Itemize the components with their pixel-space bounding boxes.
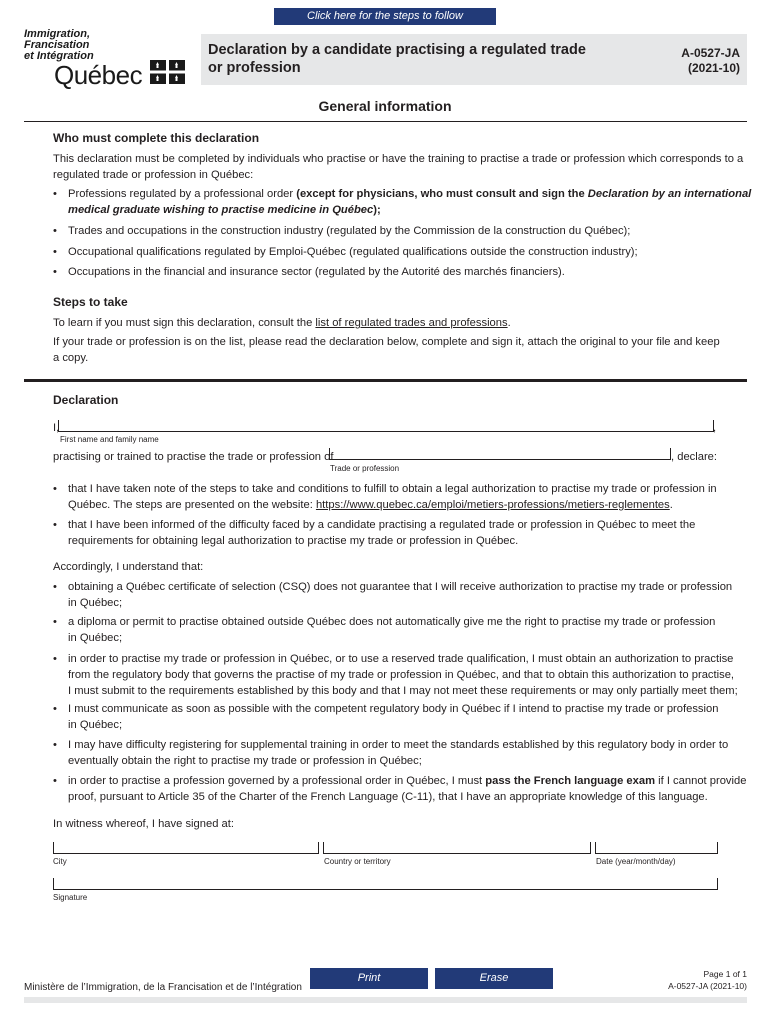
list-item: • in order to practise a profession governed by a professional order in Québec, I must pass the French language exam if I cannot provide proof, pursuant to Article 35 of the Charter of the French Language (C-11), that I have an appropriate knowledge of this language. [68,773,758,805]
signature-field[interactable] [53,878,718,890]
bullet-text: in Québec; [68,719,123,731]
list-item: • Professions regulated by a professional order (except for physicians, who must consult and sign the Declaration by an international medical graduate wishing to practise medicine in Québec); [53,188,752,216]
bullet-text: Québec. The steps are presented on the website: [68,499,316,511]
page-info [640,968,747,992]
print-button[interactable]: Print [310,968,428,989]
i-label: I, [53,422,60,434]
list-item: • Occupations in the financial and insurance sector (regulated by the Autorité des marchés financiers). [53,266,565,278]
list-item: • I may have difficulty registering for supplemental training in order to meet the standards established by this regulatory body in order to eventually obtain the right to practise my trade or profession in Québec; [68,737,758,769]
list-item: • Occupational qualifications regulated by Emploi-Québec (regulated qualifications outside the construction industry); [53,246,638,258]
ministry-footer: Ministère de l’Immigration, de la Francisation et de l’Intégration [24,982,302,993]
declaration-heading: Declaration [53,393,119,407]
bullet-text: requirements for obtaining legal authorization to practise my trade or profession in Québec. [68,535,519,547]
form-title-line-2: or profession [208,60,301,76]
bullet-text: proof, pursuant to Article 35 of the Charter of the French Language (C-11), that I have an appropriate knowledge of this language. [68,791,708,803]
bullet-text: I may have difficulty registering for supplemental training in order to meet the standards established by this regulatory body in order to [68,739,729,751]
list-item: • a diploma or permit to practise obtained outside Québec does not automatically give me the right to practise my trade or profession in Québec; [68,614,758,646]
bullet-text: . [669,499,673,511]
trade-caption: Trade or profession [330,464,400,473]
bullet-text: I must submit to the requirements established by this body and that I may not meet these requirements or may only partially meet them; [68,685,738,697]
list-item: • obtaining a Québec certificate of selection (CSQ) does not guarantee that I will receive authorization to practise my trade or profession in Québec; [68,579,758,611]
bullet-text: Trades and occupations in the construction industry (regulated by the Commission de la construction du Québec); [68,225,631,237]
country-field[interactable] [323,842,591,854]
section-title-general-information: General information [318,98,452,114]
date-caption: Date (year/month/day) [596,857,676,866]
city-field[interactable] [53,842,319,854]
logo-line-2: Francisation [24,39,90,51]
steps-link-button[interactable]: Click here for the steps to follow [274,8,496,25]
bullet-text: in Québec; [68,597,123,609]
form-code [640,46,740,76]
logo-line-3: et Intégration [24,50,94,62]
accordingly-text: Accordingly, I understand that: [53,561,204,573]
name-field[interactable] [58,420,714,432]
bullet-bold: pass the French language exam [485,775,656,787]
list-item: • Trades and occupations in the construction industry (regulated by the Commission de la construction du Québec); [53,225,631,237]
steps-text-line-3: a copy. [53,352,89,364]
form-title-line-1: Declaration by a candidate practising a regulated trade [208,42,586,58]
witness-text: In witness whereof, I have signed at: [53,818,234,830]
erase-button[interactable]: Erase [435,968,553,989]
bullet-text: that I have been informed of the difficulty faced by a candidate practising a regulated trade or profession in Québec to meet the [68,519,696,531]
form-version: (2021-10) [687,61,740,75]
bullet-text: Professions regulated by a professional order [68,188,297,200]
trade-field[interactable] [329,448,671,460]
bullet-text: eventually obtain the right to practise my trade or profession in Québec; [68,755,422,767]
name-caption: First name and family name [60,435,159,444]
bottom-bar [24,997,747,1003]
who-text-line-2: regulated trade or profession in Québec: [53,169,254,181]
list-item: • that I have been informed of the difficulty faced by a candidate practising a regulated trade or profession in Québec to meet the requirements for obtaining legal authorization to practise my trade or profession in Québec. [68,517,758,549]
bullet-text: in Québec; [68,632,123,644]
declaration-divider [24,379,747,382]
steps-heading: Steps to take [53,295,128,309]
steps-text-a: To learn if you must sign this declaration, consult the [53,317,316,329]
bullet-italic: medical graduate wishing to practise medicine in Québec [68,204,374,216]
bullet-bold: (except for physicians, who must consult and sign the [296,188,588,200]
bullet-bold: ); [373,204,381,216]
signature-caption: Signature [53,893,88,902]
bullet-text: from the regulatory body that governs the practise of my trade or profession in Québec, and that to obtain this authorization to practise, [68,669,735,681]
form-number: A-0527-JA [681,46,740,60]
page-number: Page 1 of 1 [703,969,747,979]
who-text-line-1: This declaration must be completed by individuals who practise or have the training to practise a trade or profession which corresponds to a [53,153,744,165]
regulated-list-link[interactable]: list of regulated trades and professions [315,317,508,329]
list-item: • in order to practise my trade or profession in Québec, or to use a reserved trade qualification, I must obtain an authorization to practise from the regulatory body that governs the practise of my trade or profession in Québec, and that to obtain this authorization to practise, I must submit to the requirements established by this body and that I may not meet these requirements or may only partially meet them; [68,651,758,699]
bullet-text: in order to practise a profession governed by a professional order in Québec, I must [68,775,486,787]
bullet-text: Occupations in the financial and insurance sector (regulated by the Autorité des marchés financiers). [68,266,565,278]
bullet-text: a diploma or permit to practise obtained outside Québec does not automatically give me the right to practise my trade or profession [68,616,716,628]
bullet-text: that I have taken note of the steps to take and conditions to fulfill to obtain a legal authorization to practise my trade or profession in [68,483,717,495]
bullet-text: in order to practise my trade or profession in Québec, or to use a reserved trade qualification, I must obtain an authorization to practise [68,653,734,665]
date-field[interactable] [595,842,718,854]
declare-label: , declare: [671,451,718,463]
who-text [53,151,753,183]
country-caption: Country or territory [324,857,391,866]
steps-text [53,315,753,366]
quebec-wordmark: Québec [54,60,143,90]
who-heading: Who must complete this declaration [53,131,260,145]
bullet-text: I must communicate as soon as possible with the competent regulatory body in Québec if I intend to practise my trade or profession [68,703,719,715]
footer-form-code: A-0527-JA (2021-10) [668,981,747,991]
quebec-flag-icon [150,60,185,84]
form-title [208,41,608,77]
steps-text-b: . [507,317,511,329]
section-divider [24,121,747,122]
steps-text-line-2: If your trade or profession is on the list, please read the declaration below, complete and sign it, attach the original to your file and keep [53,336,720,348]
regulated-trades-url-link[interactable]: https://www.quebec.ca/emploi/metiers-professions/metiers-reglementes [315,499,670,511]
bullet-text: obtaining a Québec certificate of selection (CSQ) does not guarantee that I will receive authorization to practise my trade or profession [68,581,733,593]
list-item: • I must communicate as soon as possible with the competent regulatory body in Québec if I intend to practise my trade or profession in Québec; [68,701,758,733]
bullet-italic: Declaration by an international [587,188,752,200]
logo-line-1: Immigration, [24,28,91,40]
ministry-logo-text [24,29,94,62]
bullet-text: if I cannot provide [655,775,747,787]
city-caption: City [53,857,67,866]
list-item: • that I have taken note of the steps to take and conditions to fulfill to obtain a legal authorization to practise my trade or profession in Québec. The steps are presented on the website: https://www.quebec.ca/emploi/metiers-professions/metiers-reglementes. [68,481,758,513]
bullet-text: Occupational qualifications regulated by Emploi-Québec (regulated qualifications outside the construction industry); [68,246,638,258]
practising-label: practising or trained to practise the trade or profession of [53,451,334,463]
name-comma: , [713,422,717,434]
